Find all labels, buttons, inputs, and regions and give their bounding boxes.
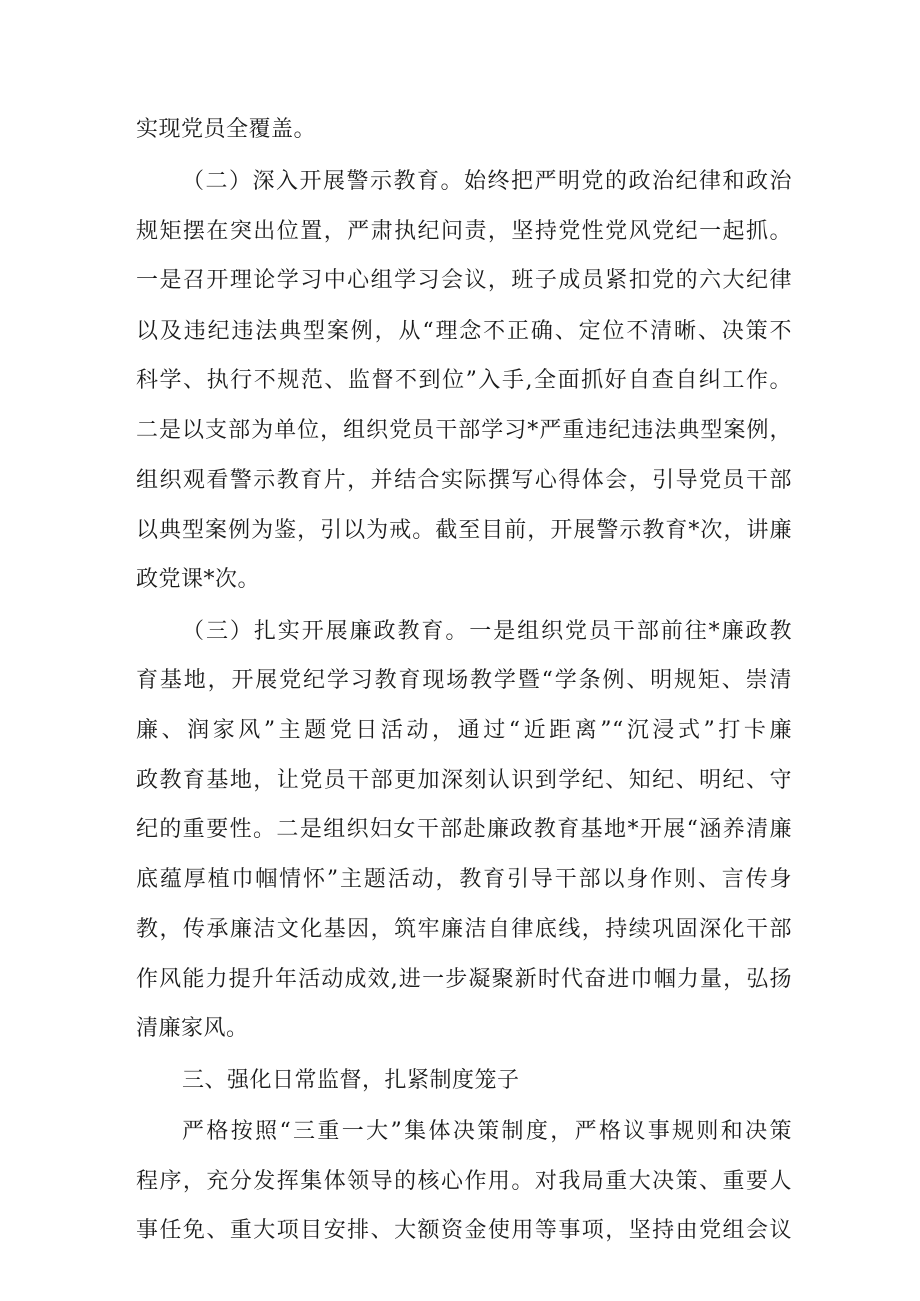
section-heading: 三、强化日常监督，扎紧制度笼子 bbox=[182, 1068, 520, 1093]
body-line: 科学、执行不规范、监督不到位”入手,全面抓好自查自纠工作。 bbox=[136, 368, 792, 393]
body-line: 清廉家风。 bbox=[136, 1016, 249, 1041]
body-line: 规矩摆在突出位置，严肃执纪问责，坚持党性党风党纪一起抓。 bbox=[136, 219, 792, 244]
body-line: 程序，充分发挥集体领导的核心作用。对我局重大决策、重要人 bbox=[136, 1169, 792, 1194]
body-line: 底蕴厚植巾帼情怀”主题活动，教育引导干部以身作则、言传身 bbox=[136, 867, 792, 892]
section-paragraph-first-line: 严格按照“三重一大”集体决策制度，严格议事规则和决策 bbox=[182, 1119, 792, 1144]
body-line: 纪的重要性。二是组织妇女干部赴廉政教育基地*开展“涵养清廉 bbox=[136, 817, 792, 842]
body-line: 育基地，开展党纪学习教育现场教学暨“学条例、明规矩、崇清 bbox=[136, 668, 792, 693]
body-line: 二是以支部为单位，组织党员干部学习*严重违纪违法典型案例， bbox=[136, 418, 792, 443]
body-line: 政党课*次。 bbox=[136, 567, 261, 592]
body-line: 以典型案例为鉴，引以为戒。截至目前，开展警示教育*次，讲廉 bbox=[136, 518, 792, 543]
body-line: 实现党员全覆盖。 bbox=[136, 117, 317, 142]
section-paragraph-first-line: （三）扎实开展廉政教育。一是组织党员干部前往*廉政教 bbox=[182, 619, 792, 644]
body-line: 以及违纪违法典型案例，从“理念不正确、定位不清晰、决策不 bbox=[136, 319, 792, 344]
body-line: 政教育基地，让党员干部更加深刻认识到学纪、知纪、明纪、守 bbox=[136, 768, 792, 793]
section-paragraph-first-line: （二）深入开展警示教育。始终把严明党的政治纪律和政治 bbox=[182, 169, 792, 194]
body-line: 作风能力提升年活动成效,进一步凝聚新时代奋进巾帼力量，弘扬 bbox=[136, 967, 792, 992]
body-line: 教，传承廉洁文化基因，筑牢廉洁自律底线，持续巩固深化干部 bbox=[136, 917, 792, 942]
body-line: 组织观看警示教育片，并结合实际撰写心得体会，引导党员干部 bbox=[136, 468, 792, 493]
body-line: 廉、润家风”主题党日活动，通过“近距离”“沉浸式”打卡廉 bbox=[136, 718, 792, 743]
body-line: 一是召开理论学习中心组学习会议，班子成员紧扣党的六大纪律 bbox=[136, 268, 792, 293]
body-line: 事任免、重大项目安排、大额资金使用等事项，坚持由党组会议 bbox=[136, 1218, 792, 1243]
